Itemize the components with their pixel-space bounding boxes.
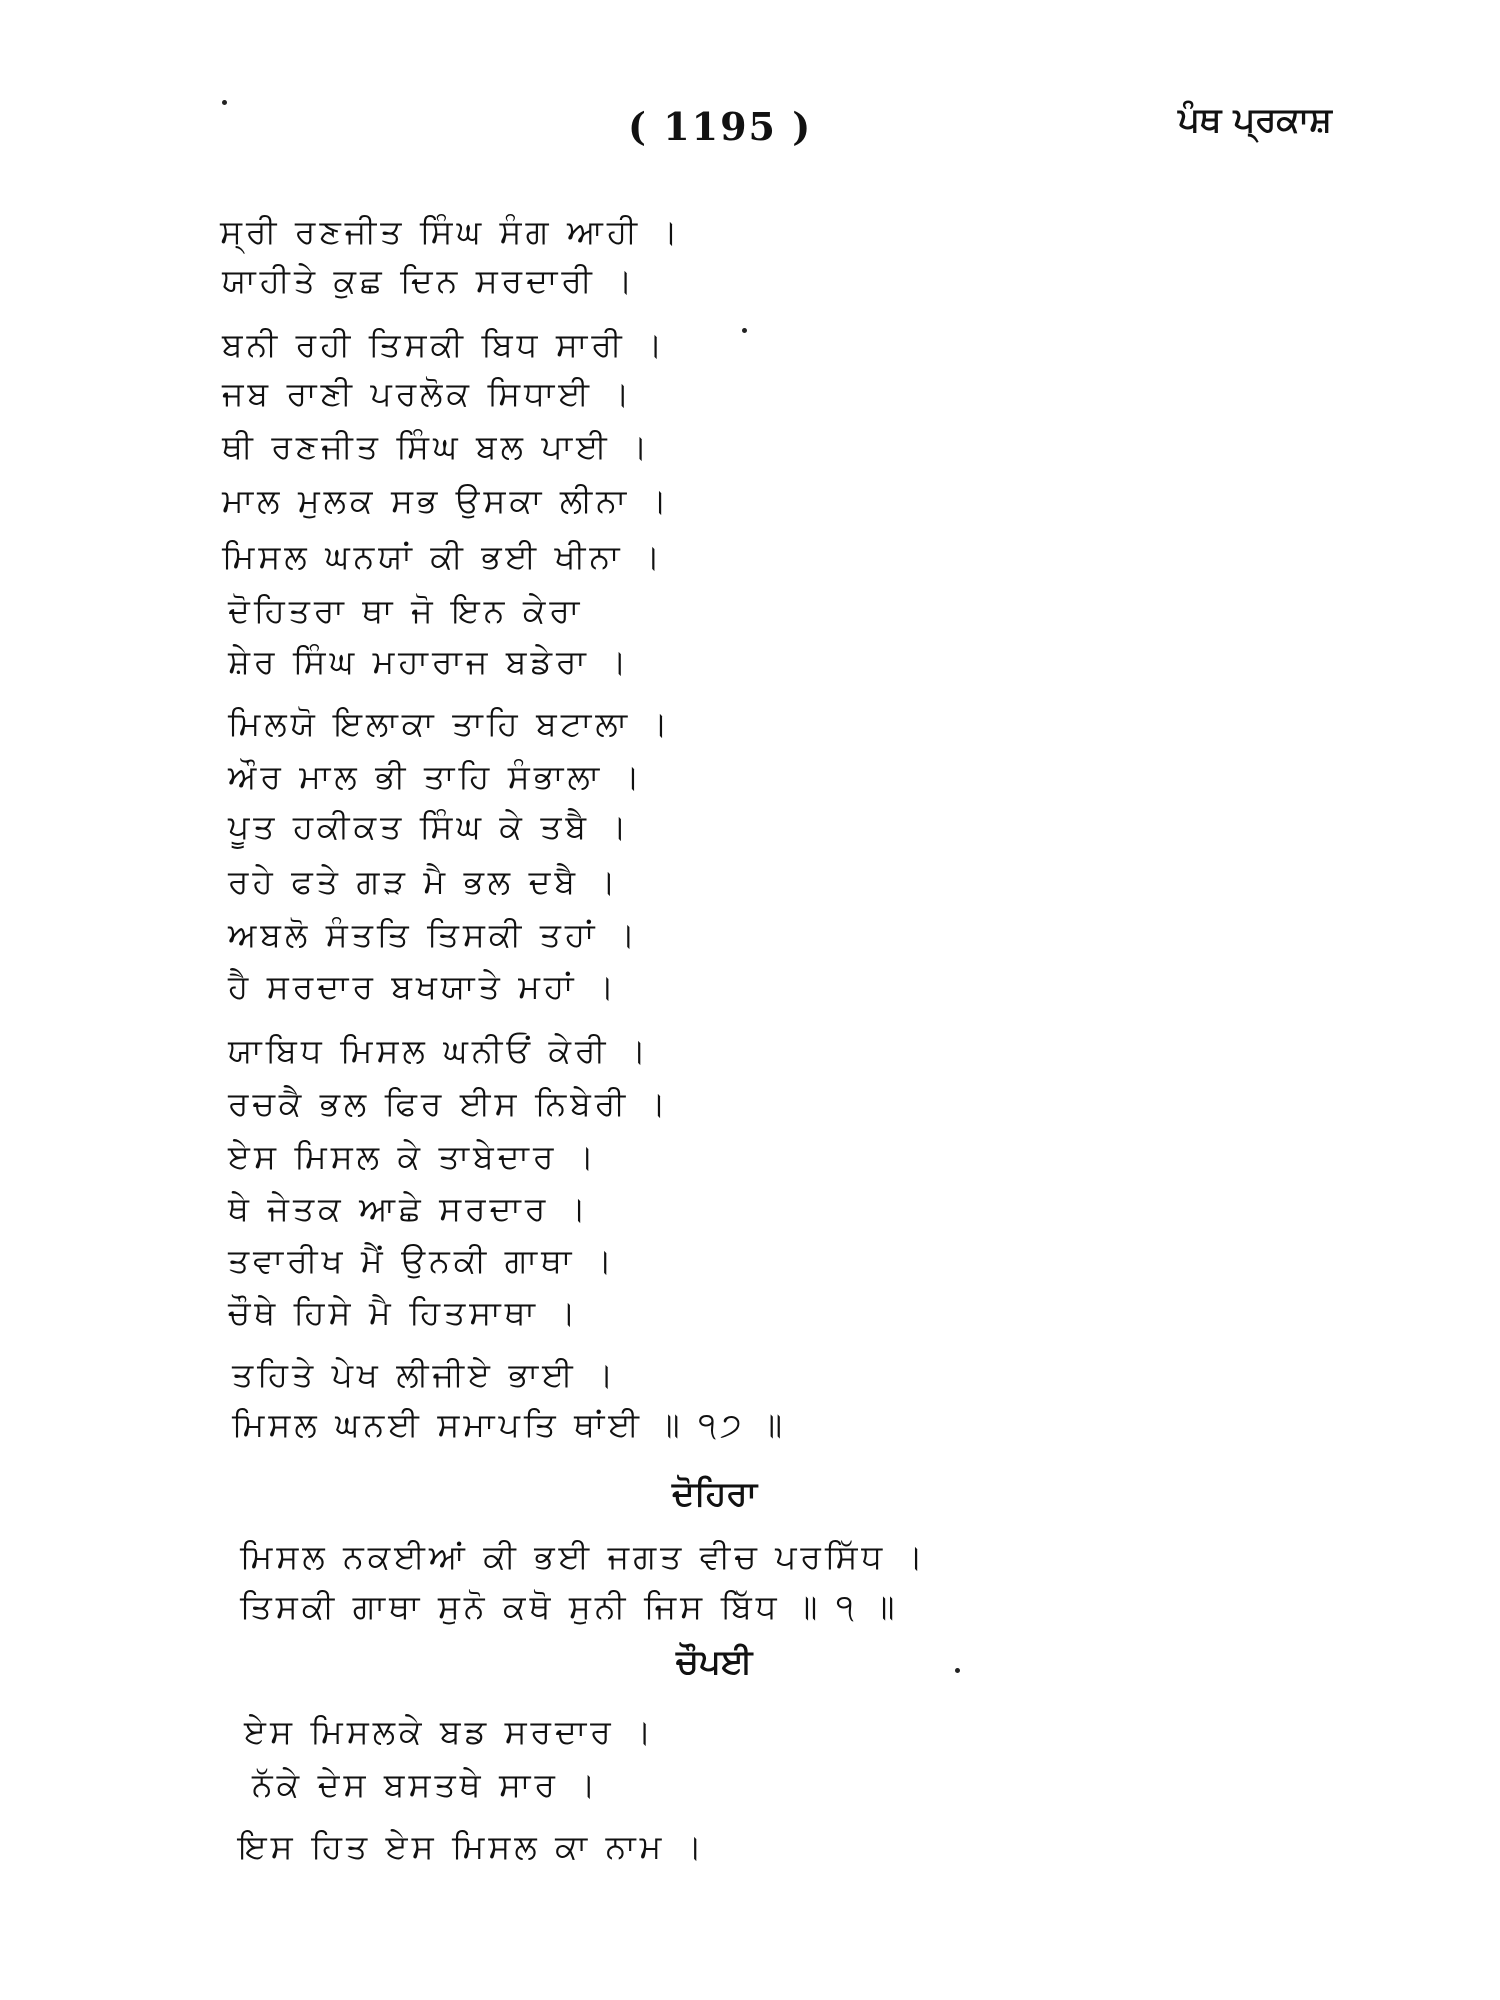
scan-speck (742, 328, 747, 333)
verse-line: ਥੇ ਜੇਤਕ ਆਛੇ ਸਰਦਾਰ । (228, 1189, 591, 1228)
running-title: ਪੰਥ ਪ੍ਰਕਾਸ਼ (1178, 100, 1332, 140)
verse-line: ਦੋਹਿਤਰਾ ਥਾ ਜੋ ਇਨ ਕੇਰਾ (228, 591, 584, 630)
verse-line: ਥੀ ਰਣਜੀਤ ਸਿੰਘ ਬਲ ਪਾਈ । (222, 427, 652, 466)
verse-line: ਰਚਕੈ ਭਲ ਫਿਰ ਈਸ ਨਿਬੇਰੀ । (228, 1084, 670, 1123)
verse-line: ਔਰ ਮਾਲ ਭੀ ਤਾਹਿ ਸੰਭਾਲਾ । (228, 757, 644, 796)
scan-speck (955, 1668, 960, 1673)
verse-line: ਪੂਤ ਹਕੀਕਤ ਸਿੰਘ ਕੇ ਤਬੈ । (228, 807, 631, 846)
verse-line: ਤਵਾਰੀਖ ਮੈਂ ਉਨਕੀ ਗਾਥਾ । (228, 1241, 617, 1280)
verse-line: ਚੌਥੇ ਹਿਸੇ ਮੈ ਹਿਤਸਾਥਾ । (228, 1293, 580, 1332)
chaupai-line: ਏਸ ਮਿਸਲਕੇ ਬਡ ਸਰਦਾਰ । (244, 1712, 656, 1751)
section-heading-dohira: ਦੋਹਿਰਾ (672, 1474, 758, 1514)
chaupai-line: ਨੱਕੇ ਦੇਸ ਬਸਤਥੇ ਸਾਰ । (252, 1765, 600, 1804)
dohira-line: ਤਿਸਕੀ ਗਾਥਾ ਸੁਨੋ ਕਥੋ ਸੁਨੀ ਜਿਸ ਬਿੱਧ ॥ ੧ ॥ (240, 1587, 899, 1626)
verse-line: ਸ੍ਰੀ ਰਣਜੀਤ ਸਿੰਘ ਸੰਗ ਆਹੀ । (220, 212, 682, 251)
verse-line: ਤਹਿਤੇ ਪੇਖ ਲੀਜੀਏ ਭਾਈ । (232, 1355, 618, 1394)
verse-line: ਬਨੀ ਰਹੀ ਤਿਸਕੀ ਬਿਧ ਸਾਰੀ । (222, 325, 667, 364)
section-heading-chaupai: ਚੌਪਈ (676, 1642, 753, 1682)
verse-line: ਜਬ ਰਾਣੀ ਪਰਲੋਕ ਸਿਧਾਈ । (222, 374, 634, 413)
verse-line: ਸ਼ੇਰ ਸਿੰਘ ਮਹਾਰਾਜ ਬਡੇਰਾ । (228, 642, 631, 681)
chaupai-line: ਇਸ ਹਿਤ ਏਸ ਮਿਸਲ ਕਾ ਨਾਮ । (238, 1827, 707, 1866)
verse-line: ਯਾਹੀਤੇ ਕੁਛ ਦਿਨ ਸਰਦਾਰੀ । (222, 261, 637, 300)
verse-line: ਅਬਲੋ ਸੰਤਤਿ ਤਿਸਕੀ ਤਹਾਂ । (228, 915, 640, 954)
dohira-line: ਮਿਸਲ ਨਕਈਆਂ ਕੀ ਭਈ ਜਗਤ ਵੀਚ ਪਰਸਿੱਧ । (240, 1537, 927, 1576)
scan-speck (222, 100, 227, 105)
verse-line: ਹੈ ਸਰਦਾਰ ਬਖਯਾਤੇ ਮਹਾਂ । (228, 967, 619, 1006)
page-number: ( 1195 ) (628, 104, 813, 149)
verse-line: ਮਿਸਲ ਘਨਈ ਸਮਾਪਤਿ ਥਾਂਈ ॥ ੧੭ ॥ (232, 1405, 787, 1444)
verse-line: ਰਹੇ ਫਤੇ ਗੜ ਮੈ ਭਲ ਦਬੈ । (228, 862, 620, 901)
verse-line: ਯਾਬਿਧ ਮਿਸਲ ਘਨੀਓਂ ਕੇਰੀ । (228, 1031, 651, 1070)
verse-line: ਏਸ ਮਿਸਲ ਕੇ ਤਾਬੇਦਾਰ । (228, 1137, 599, 1176)
verse-line: ਮਿਸਲ ਘਨਯਾਂ ਕੀ ਭਈ ਖੀਨਾ । (222, 537, 665, 576)
verse-line: ਮਿਲਯੋ ਇਲਾਕਾ ਤਾਹਿ ਬਟਾਲਾ । (228, 704, 672, 743)
verse-line: ਮਾਲ ਮੁਲਕ ਸਭ ਉਸਕਾ ਲੀਨਾ । (222, 481, 671, 520)
